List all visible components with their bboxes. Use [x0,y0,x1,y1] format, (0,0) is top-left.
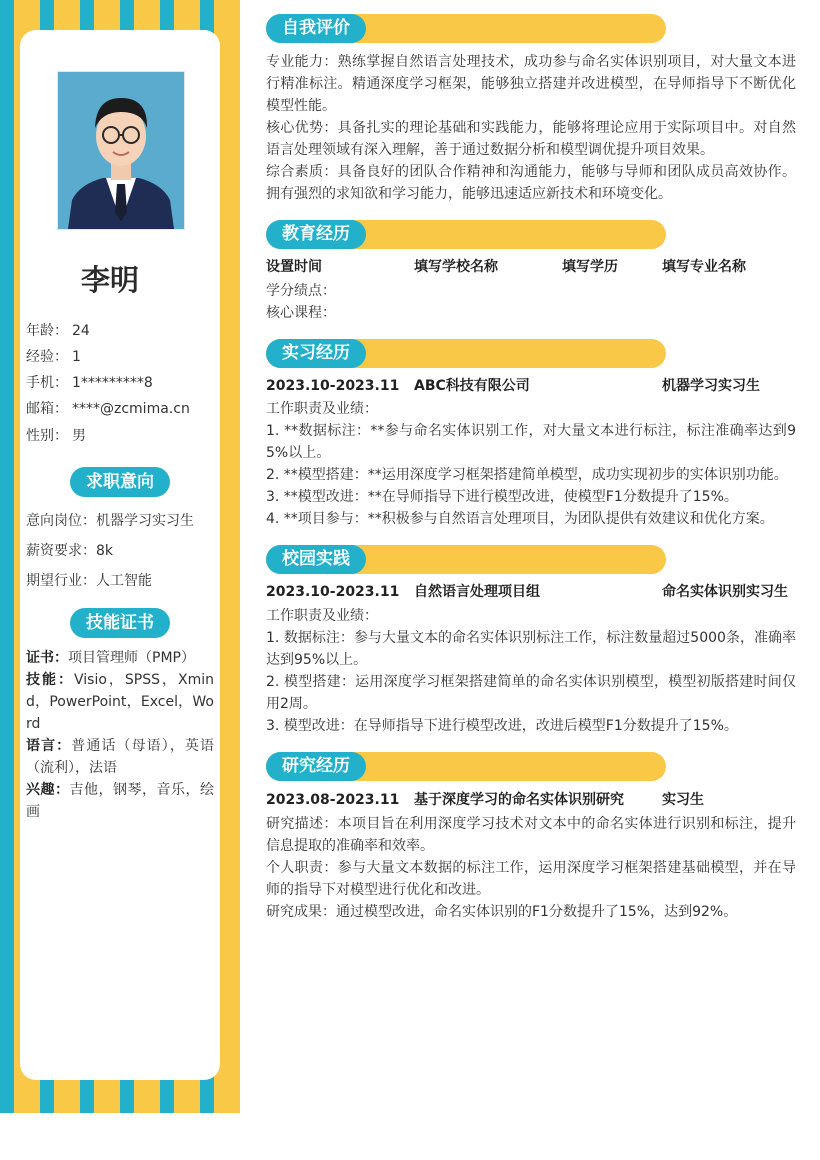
sidebar-card [20,30,220,1080]
education-school: 填写学校名称 [414,259,498,275]
intent-heading: 求职意向 [70,467,170,497]
campus-title: 校园实践 [266,545,366,574]
research-line: 个人职责：参与大量文本数据的标注工作，运用深度学习框架搭建基础模型，并在导师的指导下对模型进行优化和改进。 [266,860,796,898]
internship-company: ABC科技有限公司 [414,378,530,394]
intent-industry: 期望行业：人工智能 [26,573,152,589]
campus-line: 工作职责及业绩： [266,608,378,624]
campus-row [266,581,796,603]
research-row [266,789,796,811]
research-line: 研究描述：本项目旨在利用深度学习技术对文本中的命名实体进行识别和标注，提升信息提取的准确率和效率。 [266,816,796,854]
education-courses: 核心课程： [266,305,336,321]
sidebar-background [0,0,240,1113]
research-header [266,752,666,781]
skills-list [26,647,214,823]
campus-time: 2023.10-2023.11 [266,584,400,600]
campus-line: 2. 模型搭建：运用深度学习框架搭建简单的命名实体识别模型，模型初版搭建时间仅用2周。 [266,674,796,712]
internship-line: 3. **模型改进：**在导师指导下进行模型改进，使模型F1分数提升了15%。 [266,489,738,505]
skill-certificate: 证书：项目管理师（PMP） [26,650,195,666]
education-title: 教育经历 [266,220,366,249]
internship-line: 工作职责及业绩： [266,401,378,417]
self-eval-title: 自我评价 [266,14,366,43]
education-header [266,220,666,249]
intent-position: 意向岗位：机器学习实习生 [26,513,194,529]
education-gpa: 学分绩点： [266,283,336,299]
skills-heading: 技能证书 [70,608,170,638]
education-time: 设置时间 [266,259,322,275]
info-gender: 性别： 男 [26,428,86,444]
education-degree: 填写学历 [562,259,618,275]
research-role: 实习生 [662,792,704,808]
research-topic: 基于深度学习的命名实体识别研究 [414,792,624,808]
info-experience: 经验： 1 [26,349,81,365]
skill-languages: 语言：普通话（母语），英语（流利），法语 [26,738,214,776]
profile-photo [57,71,185,230]
internship-time: 2023.10-2023.11 [266,378,400,394]
internship-row [266,375,796,397]
skill-tools: 技能：Visio，SPSS，Xmind，PowerPoint，Excel，Word [26,672,214,732]
education-major: 填写专业名称 [662,259,746,275]
info-age: 年龄： 24 [26,323,90,339]
education-row [266,256,796,278]
campus-role: 命名实体识别实习生 [662,584,788,600]
skill-interests: 兴趣：吉他，钢琴，音乐，绘画 [26,782,214,820]
research-time: 2023.08-2023.11 [266,792,400,808]
self-eval-paragraph: 专业能力：熟练掌握自然语言处理技术，成功参与命名实体识别项目，对大量文本进行精准标注。精通深度学习框架，能够独立搭建并改进模型，在导师指导下不断优化模型性能。 [266,54,796,114]
info-phone: 手机： 1*********8 [26,375,153,391]
internship-title: 实习经历 [266,339,366,368]
self-eval-paragraph: 综合素质：具备良好的团队合作精神和沟通能力，能够与导师和团队成员高效协作。拥有强烈的求知欲和学习能力，能够迅速适应新技术和环境变化。 [266,164,796,202]
education-details [266,280,796,324]
intent-salary: 薪资要求：8k [26,543,114,559]
internship-line: 2. **模型搭建：**运用深度学习框架搭建简单模型，成功实现初步的实体识别功能。 [266,467,788,483]
self-eval-content [266,51,796,205]
campus-line: 3. 模型改进：在导师指导下进行模型改进，改进后模型F1分数提升了15%。 [266,718,738,734]
campus-line: 1. 数据标注：参与大量文本的命名实体识别标注工作，标注数量超过5000条，准确率达到95%以上。 [266,630,796,668]
self-eval-header [266,14,666,43]
research-line: 研究成果：通过模型改进，命名实体识别的F1分数提升了15%，达到92%。 [266,904,738,920]
info-email: 邮箱： ****@zcmima.cn [26,401,190,417]
self-eval-paragraph: 核心优势：具备扎实的理论基础和实践能力，能够将理论应用于实际项目中。对自然语言处理领域有深入理解，善于通过数据分析和模型调优提升项目效果。 [266,120,796,158]
candidate-name: 李明 [80,263,139,297]
internship-header [266,339,666,368]
campus-details [266,605,796,737]
campus-org: 自然语言处理项目组 [414,584,540,600]
internship-details [266,398,796,530]
research-title: 研究经历 [266,752,366,781]
internship-line: 1. **数据标注：**参与命名实体识别工作，对大量文本进行标注，标注准确率达到95%以上。 [266,423,796,461]
research-details [266,813,796,923]
campus-header [266,545,666,574]
internship-role: 机器学习实习生 [662,378,760,394]
internship-line: 4. **项目参与：**积极参与自然语言处理项目，为团队提供有效建议和优化方案。 [266,511,774,527]
